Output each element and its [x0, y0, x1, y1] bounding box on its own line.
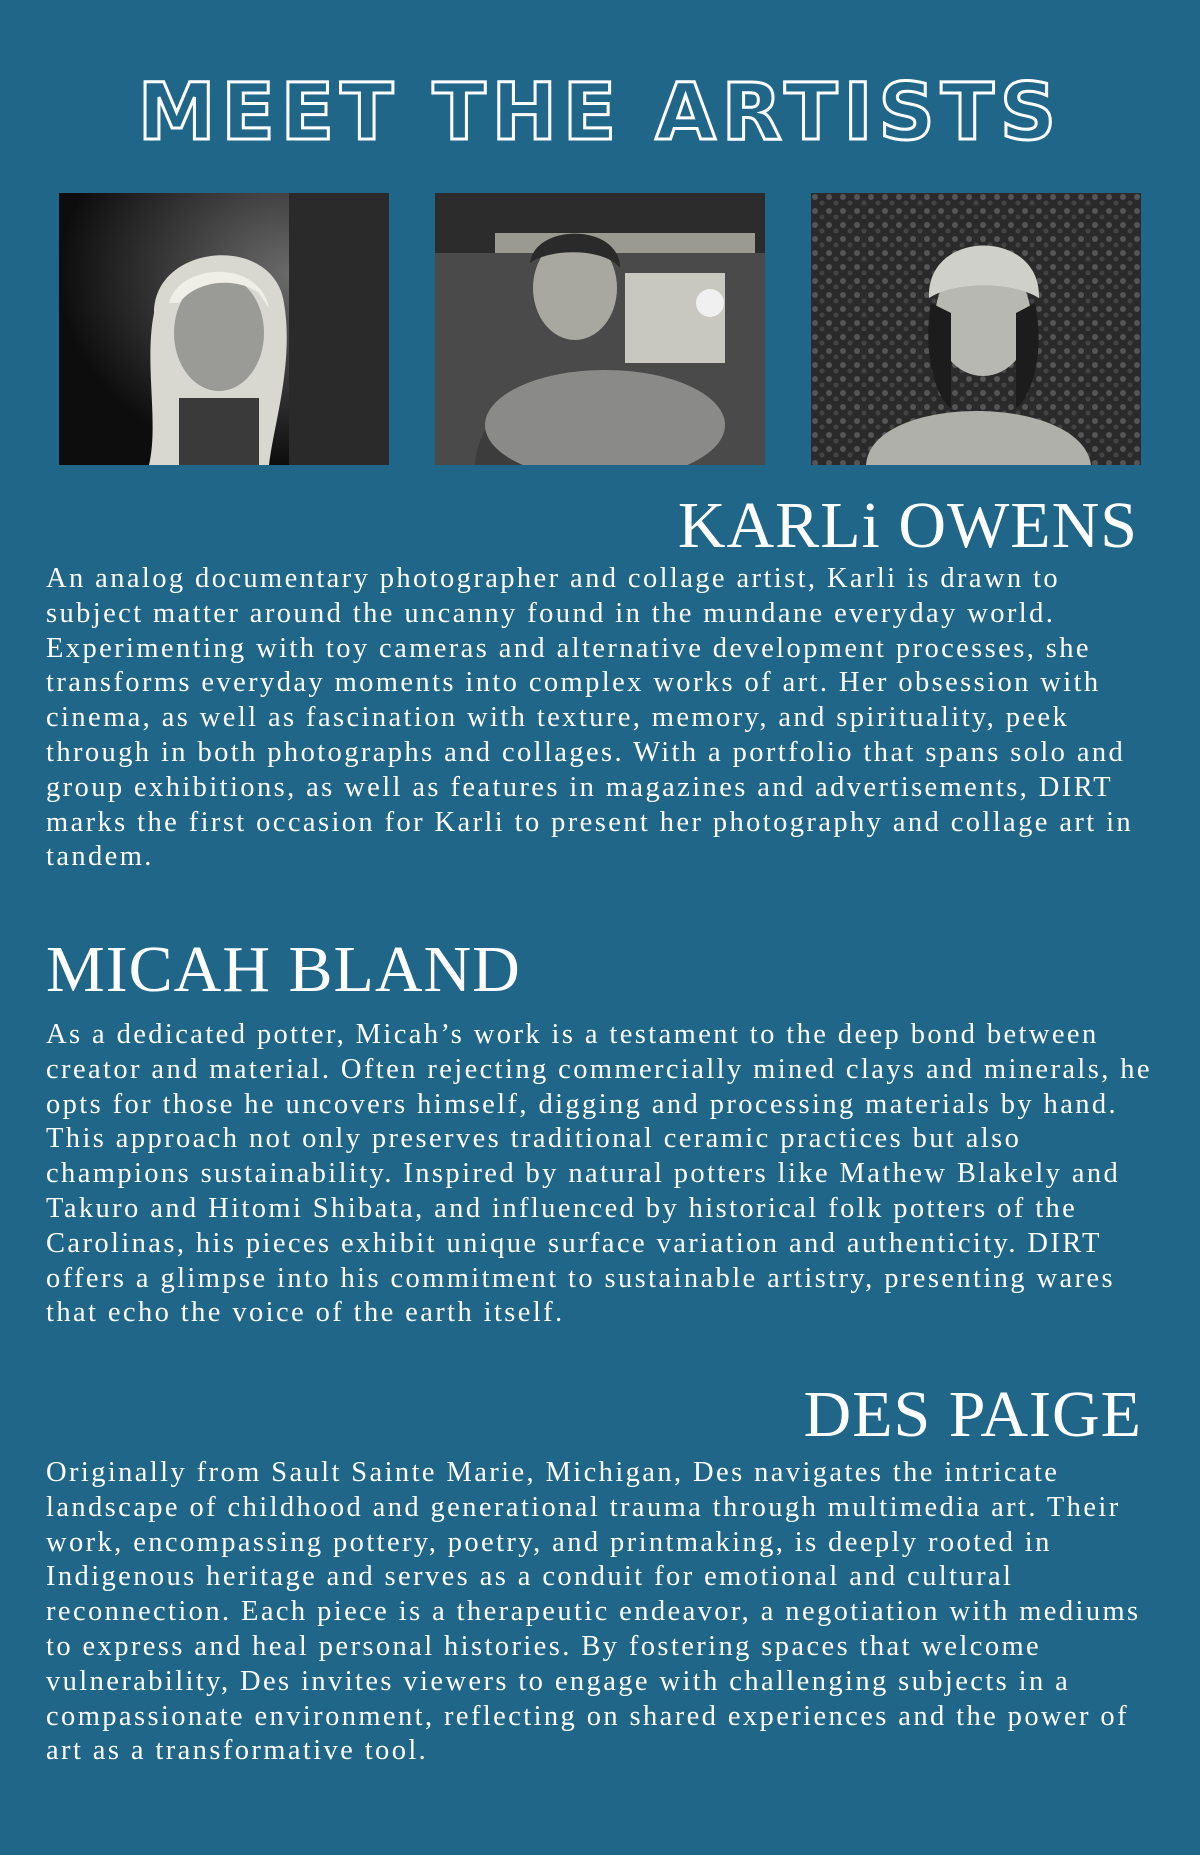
artist-bio-des: Originally from Sault Sainte Marie, Michigan, Des navigates the intricate landscape of childhood and generational trauma through multimedia art. Their work, encompassing pottery, poetry, and printmaking, is deeply rooted in Indigenous heritage and serves as a conduit for emotional and cultural reconnection. Each piece is a therapeutic endeavor, a negotiation with mediums to express and heal personal histories. By fostering spaces that welcome vulnerability, Des invites viewers to engage with challenging subjects in a compassionate environment, reflecting on shared experiences and the power of art as a transformative tool.: [46, 1457, 1141, 1767]
portrait-image: [811, 193, 1141, 465]
artist-photo-micah: [435, 193, 765, 465]
artist-photo-des: [811, 193, 1141, 465]
artist-bio-micah: As a dedicated potter, Micah’s work is a testament to the deep bond between creator and material. Often rejecting commercially mined clays and minerals, he opts for those he uncovers himself, digging and processing materials by hand. This approach not only preserves traditional ceramic practices but also champions sustainability. Inspired by natural potters like Mathew Blakely and Takuro and Hitomi Shibata, and influenced by historical folk potters of the Carolinas, his pieces exhibit unique surface variation and authenticity. DIRT offers a glimpse into his commitment to sustainable artistry, presenting wares that echo the voice of the earth itself.: [46, 1019, 1152, 1329]
artist-photo-karli: [59, 193, 389, 465]
artist-bio-karli: An analog documentary photographer and collage artist, Karli is drawn to subject matter around the uncanny found in the mundane everyday world. Experimenting with toy cameras and alternative development processes, she transforms everyday moments into complex works of art. Her obsession with cinema, as well as fascination with texture, memory, and spirituality, peek through in both photographs and collages. With a portfolio that spans solo and group exhibitions, as well as features in magazines and advertisements, DIRT marks the first occasion for Karli to present her photography and collage art in tandem.: [46, 563, 1134, 873]
artist-name-karli: KARLi OWENS: [677, 489, 1138, 562]
page-title: MEET THE ARTISTS: [137, 68, 1063, 158]
portrait-image: [59, 193, 389, 465]
artist-name-micah: MICAH BLAND: [46, 933, 521, 1006]
portrait-image: [435, 193, 765, 465]
artist-name-des: DES PAIGE: [803, 1378, 1142, 1451]
